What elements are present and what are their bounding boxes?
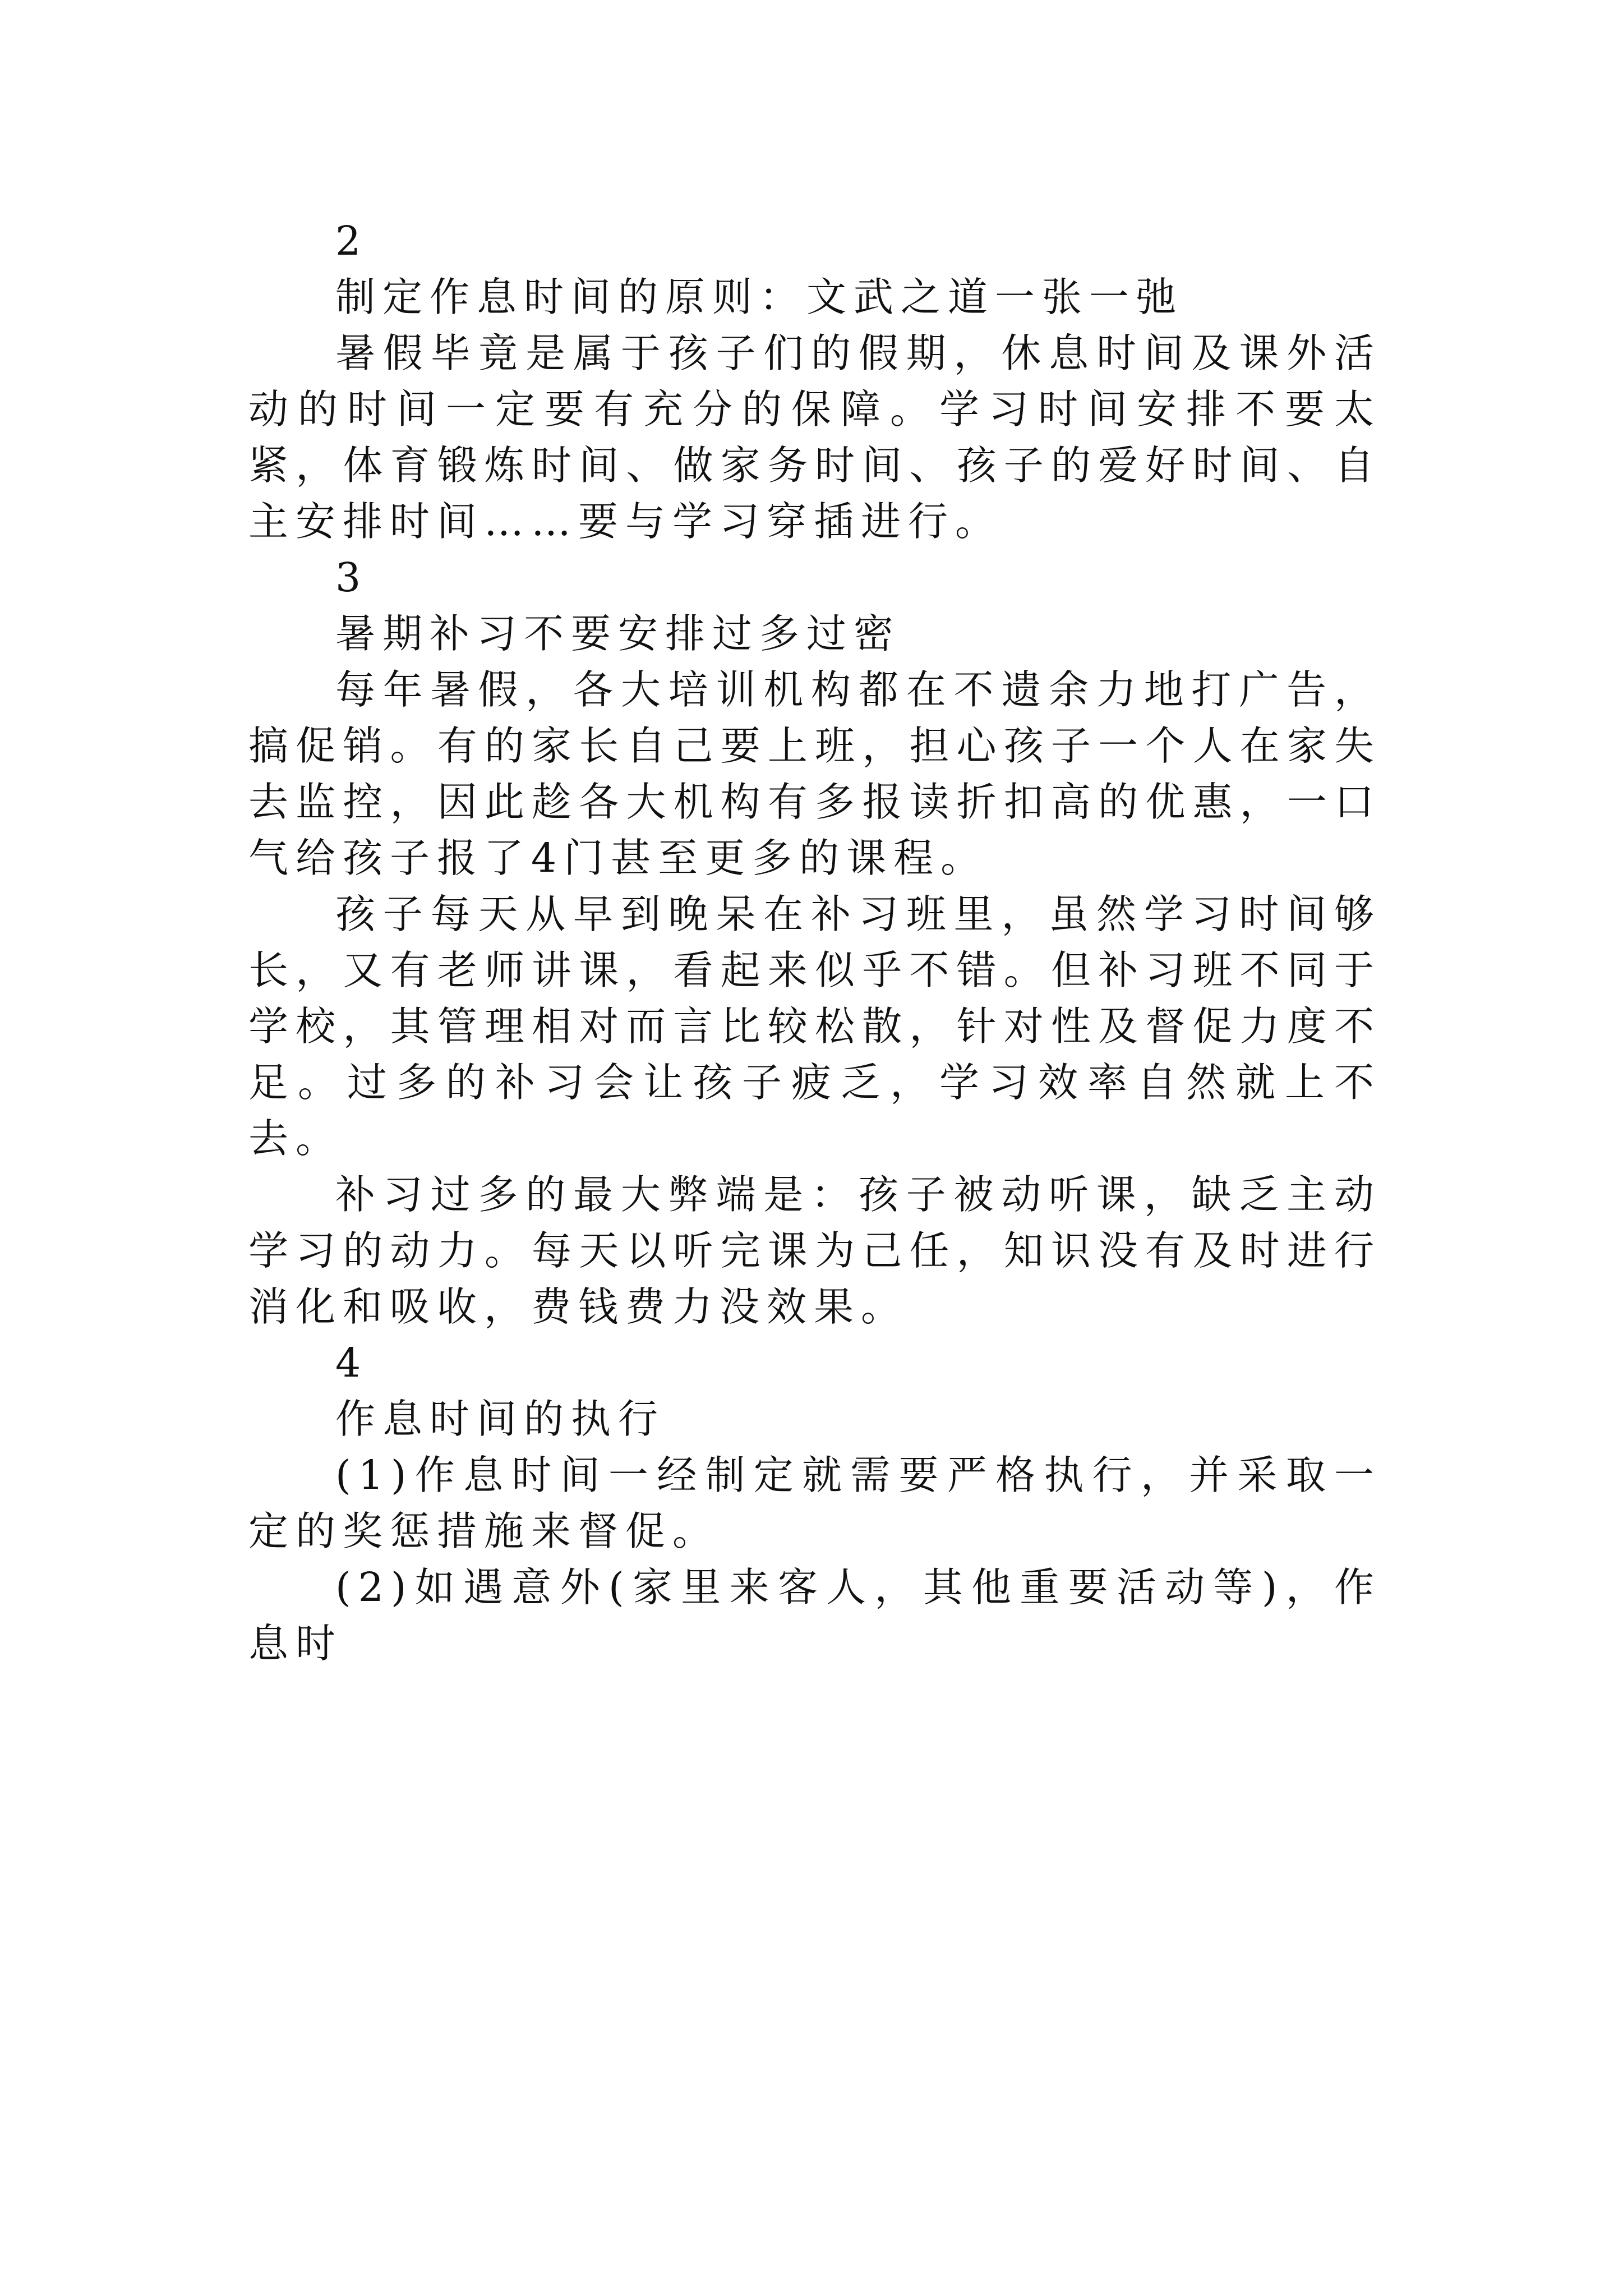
document-body: [248, 213, 1381, 1672]
section-number: 2: [335, 218, 368, 264]
section-number: 3: [335, 554, 368, 601]
body-paragraph: (1)作息时间一经制定就需要严格执行，并采取一定的奖惩措施来督促。: [248, 1452, 1381, 1554]
section-heading: 暑期补习不要安排过多过密: [335, 610, 901, 657]
body-paragraph: 补习过多的最大弊端是：孩子被动听课，缺乏主动学习的动力。每天以听完课为己任，知识没有及时进行消化和吸收，费钱费力没效果。: [248, 1171, 1381, 1330]
body-paragraph: 暑假毕竟是属于孩子们的假期，休息时间及课外活动的时间一定要有充分的保障。学习时间安排不要太紧，体育锻炼时间、做家务时间、孩子的爱好时间、自主安排时间……要与学习穿插进行。: [248, 330, 1381, 545]
body-paragraph: 孩子每天从早到晚呆在补习班里，虽然学习时间够长，又有老师讲课，看起来似乎不错。但补习班不同于学校，其管理相对而言比较松散，针对性及督促力度不足。过多的补习会让孩子疲乏，学习效率自然就上不去。: [248, 891, 1381, 1162]
body-paragraph: 每年暑假，各大培训机构都在不遗余力地打广告，搞促销。有的家长自己要上班，担心孩子一个人在家失去监控，因此趁各大机构有多报读折扣高的优惠，一口气给孩子报了4门甚至更多的课程。: [248, 666, 1381, 881]
body-paragraph: (2)如遇意外(家里来客人，其他重要活动等)，作息时: [248, 1564, 1381, 1667]
section-heading: 作息时间的执行: [335, 1396, 666, 1442]
section-number: 4: [335, 1340, 368, 1386]
section-heading: 制定作息时间的原则：文武之道一张一弛: [335, 274, 1184, 320]
